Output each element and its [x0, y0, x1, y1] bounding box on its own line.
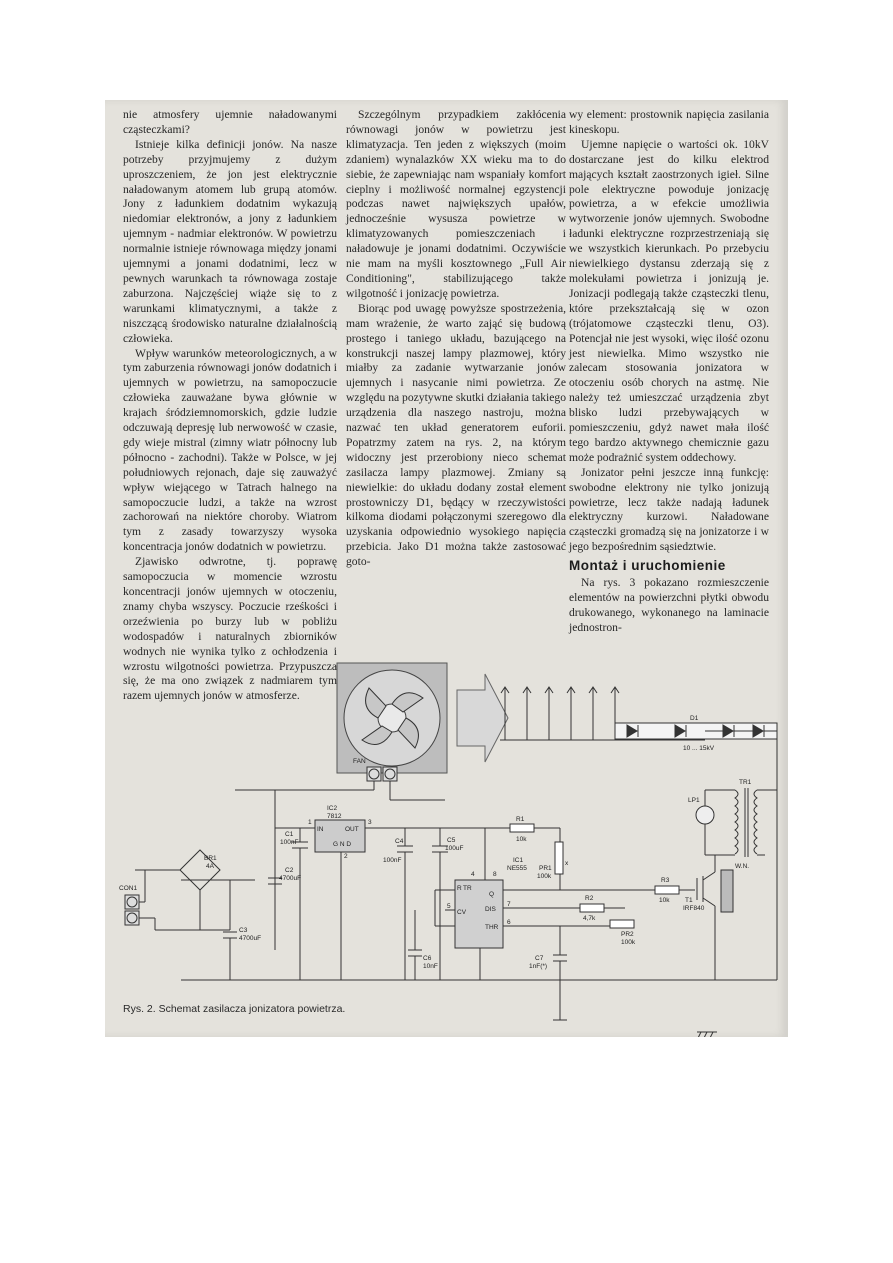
label-gnd: G N D: [333, 841, 352, 848]
paragraph: Na rys. 3 pokazano rozmieszczenie elementów na powierzchni płytki obwodu drukowanego, wykonanego na laminacie jednostron-: [569, 576, 769, 634]
label-pin: 3: [368, 819, 372, 826]
label-pin: 1: [308, 819, 312, 826]
label-c4: C4: [395, 838, 404, 845]
section-heading: Montaż i uruchomienie: [569, 558, 726, 574]
label-c5-value: 100uF: [445, 845, 464, 852]
paragraph: Istnieje kilka definicji jonów. Na nasze potrzeby przyjmujemy z dużym uproszczeniem, że jon jest elektrycznie naładowanym atomem lub grupą atomów. Jony z ładunkiem dodatnim wykazują niedomiar elektronów, a jony z ładunkiem ujemnym - nadmiar elektronów. W powietrzu normalnie istnieje równowaga między jonami ujemnymi a jonami dodatnimi, lecz w pewnych warunkach ta równowaga zostaje zaburzona. Najczęściej wiąże się to z warunkami klimatycznymi, a także z niszczącą środowisko naturalne działalnością człowieka.: [123, 137, 337, 345]
label-x: x: [565, 860, 569, 867]
label-out: OUT: [345, 826, 359, 833]
label-c1: C1: [285, 831, 294, 838]
circuit-schematic: [105, 100, 788, 1037]
label-in: IN: [317, 826, 324, 833]
label-t1-type: IRF840: [683, 905, 705, 912]
label-c1-value: 100nF: [280, 839, 299, 846]
label-pin-4: 4: [471, 871, 475, 878]
label-ic1-type: NE555: [507, 865, 527, 872]
label-lp1: LP1: [688, 797, 700, 804]
paragraph: Szczególnym przypadkiem zakłócenia równowagi jonów w powietrzu jest klimatyzacja. Ten jeden z większych (moim zdaniem) wynalazków XX wieku ma to do siebie, że zapewniając nam wspaniały komfort cieplny i możliwość normalnej egzystencji podczas nawet największych upałów, jednocześnie wysusza powietrze w klimatyzowanych pomieszczeniach i naładowuje je jonami dodatnimi. Oczywiście nie mam na myśli kosztownego „Full Air Conditioning", stabilizującego także wilgotność i jonizację powietrza.: [346, 108, 566, 300]
label-br1-value: 4A: [206, 863, 214, 870]
label-pin-8: 8: [493, 871, 497, 878]
label-pr2-value: 100k: [621, 939, 636, 946]
label-c3-value: 4700uF: [239, 935, 262, 942]
paragraph: Zjawisko odwrotne, tj. poprawę samopoczucia w momencie wzrostu koncentracji jonów ujemnych w otoczeniu, znamy chyba wszyscy. Poczucie rześkości i orzeźwienia po burzy lub w pobliżu wodospadów i naturalnych zbiorników wodnych nie wynika tylko z ochłodzenia i wzrostu wilgotności powietrza. Przypuszcza się, że ma ono związek z nadmiarem tym razem ujemnych jonów w atmosferze.: [123, 555, 337, 703]
label-pin: 2: [344, 853, 348, 860]
airflow-arrow: [457, 674, 508, 762]
label-pr2: PR2: [621, 931, 634, 938]
label-r3: R3: [661, 877, 670, 884]
label-pin-dis: DIS: [485, 906, 496, 913]
paragraph: Wpływ warunków meteorologicznych, a w tym zaburzenia równowagi jonów dodatnich i ujemnych w powietrzu, na samopoczucie człowieka zauważane bywa głównie w krajach śródziemnomorskich, gdzie ludzie odczuwają depresję lub nerwowość w czasie, gdy wieje mistral (zimny wiatr północny lub północno - zachodni). Także w Polsce, w jej południowych rejonach, daje się zauważyć wpływ wiejącego w Tatrach halnego na samopoczucie ludzi, a także na wzrost zachorowań na niektóre choroby. Wiatrom tym z zasady towarzyszy wysoka koncentracja jonów dodatnich w powietrzu.: [123, 346, 337, 554]
label-pin-5: 5: [447, 903, 451, 910]
label-r2-value: 4,7k: [583, 915, 596, 922]
label-c7-value: 1nF(*): [529, 963, 548, 970]
label-c4-value: 100nF: [383, 857, 402, 864]
paragraph: Biorąc pod uwagę powyższe spostrzeżenia, mam wrażenie, że warto zająć się budową prostego i taniego układu, bazującego na konstrukcji naszej lampy plazmowej, który miałby za zadanie wytwarzanie jonów ujemnych i nasycanie nimi powietrza. Ze względu na pozytywne skutki działania takiego urządzenia dla naszego nastroju, można nazwać ten układ generatorem euforii. Popatrzmy zatem na rys. 2, na którym widoczny jest przerobiony nieco schemat zasilacza lampy plazmowej. Zmiany są niewielkie: do układu dodany został element prostowniczy D1, będący w rzeczywistości kilkoma diodami połączonymi szeregowo dla uzyskania odpowiednio wysokiego napięcia przebicia. Jako D1 można także zastosować goto-: [346, 301, 566, 569]
label-r3-value: 10k: [659, 897, 670, 904]
label-pin-tr: TR: [463, 885, 472, 892]
label-c6: C6: [423, 955, 432, 962]
scanned-page: [105, 100, 788, 1037]
heatsink: [721, 870, 733, 912]
label-r1-value: 10k: [516, 836, 527, 843]
label-br1: BR1: [204, 855, 217, 862]
label-c6-value: 10nF: [423, 963, 438, 970]
paragraph: Jonizator pełni jeszcze inną funkcję: swobodne elektrony nie tylko jonizują powietrze, lecz także nadają ładunek elektryczny kurzowi. Naładowane cząsteczki gromadzą się na jonizatorze i w jego bezpośrednim sąsiedztwie.: [569, 465, 769, 554]
label-pin-thr: THR: [485, 924, 499, 931]
label-ic1: IC1: [513, 857, 524, 864]
label-r1: R1: [516, 816, 525, 823]
label-c2-value: 4700uF: [279, 875, 302, 882]
paragraph: Ujemne napięcie o wartości ok. 10kV dostarczane jest do kilku elektrod mających kształt zaostrzonych igieł. Silne pole elektryczne powoduje jonizację powietrza, a w efekcie umożliwia wytworzenie jonów ujemnych. Swobodne ładunki elektryczne rozprzestrzeniają się we wszystkich kierunkach. Po przebyciu niewielkiego dystansu zderzają się z molekułami powietrza i jonizują je. Jonizacji podlegają także cząsteczki tlenu, które przekształcają się w ozon (trójatomowe cząsteczki tlenu, O3). Potencjał nie jest wysoki, więc ilość ozonu jest niewielka. Mimo wszystko nie zalecam stosowania jonizatora w otoczeniu osób chorych na astmę. Nie należy też umieszczać urządzenia zbyt blisko ludzi przebywających w pomieszczeniu, gdyż nawet mała ilość tego bardzo aktywnego chemicznie gazu może podrażnić system oddechowy.: [569, 137, 769, 464]
label-con1: CON1: [119, 885, 138, 892]
label-ic2-type: 7812: [327, 813, 342, 820]
figure-caption: Rys. 2. Schemat zasilacza jonizatora powietrza.: [123, 1003, 346, 1015]
label-c7: C7: [535, 955, 544, 962]
paragraph: nie atmosfery ujemnie naładowanymi cząsteczkami?: [123, 108, 337, 136]
label-fan: FAN: [353, 758, 366, 765]
label-ic2: IC2: [327, 805, 338, 812]
label-d1: D1: [690, 715, 699, 722]
label-c3: C3: [239, 927, 248, 934]
label-d1-value: 10 ... 15kV: [683, 745, 715, 752]
label-pr1: PR1: [539, 865, 552, 872]
label-c5: C5: [447, 837, 456, 844]
label-tr1: TR1: [739, 779, 752, 786]
label-c2: C2: [285, 867, 294, 874]
label-r2: R2: [585, 895, 594, 902]
label-pin-cv: CV: [457, 909, 467, 916]
label-pin-6: 6: [507, 919, 511, 926]
label-t1: T1: [685, 897, 693, 904]
paragraph: wy element: prostownik napięcia zasilania kineskopu.: [569, 108, 769, 136]
label-pin-q: Q: [489, 891, 495, 898]
label-wn: W.N.: [735, 863, 750, 870]
label-pr1-value: 100k: [537, 873, 552, 880]
label-pin-7: 7: [507, 901, 511, 908]
label-pin-r: R: [457, 885, 462, 892]
